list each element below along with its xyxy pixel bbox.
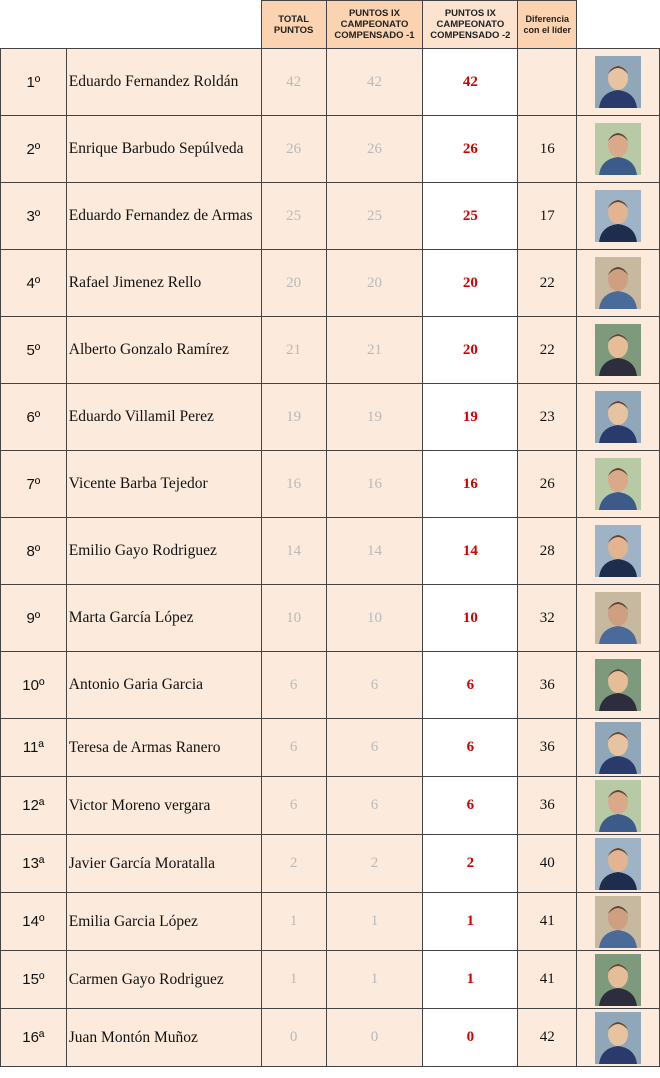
compensated-1-points: 21 <box>326 317 423 384</box>
compensated-1-points: 2 <box>326 835 423 893</box>
diff-leader <box>518 49 577 116</box>
table-row <box>1 585 660 652</box>
person-photo-icon <box>595 56 641 108</box>
diff-leader: 28 <box>518 518 577 585</box>
header-total-points: TOTAL PUNTOS <box>261 1 326 49</box>
header-compensated-1: PUNTOS IX CAMPEONATO COMPENSADO -1 <box>326 1 423 49</box>
compensated-2-points: 6 <box>423 777 518 835</box>
diff-leader: 23 <box>518 384 577 451</box>
diff-leader: 26 <box>518 451 577 518</box>
photo-cell <box>577 1009 660 1067</box>
table-row <box>1 652 660 719</box>
rank-cell: 7º <box>1 451 67 518</box>
avatar <box>595 190 641 242</box>
photo-cell <box>577 835 660 893</box>
compensated-1-points: 14 <box>326 518 423 585</box>
rank-cell: 13ª <box>1 835 67 893</box>
total-points: 0 <box>261 1009 326 1067</box>
total-points: 6 <box>261 777 326 835</box>
diff-leader: 42 <box>518 1009 577 1067</box>
avatar <box>595 659 641 711</box>
header-blank <box>1 1 67 49</box>
table-row <box>1 1009 660 1067</box>
diff-leader: 36 <box>518 777 577 835</box>
compensated-2-points: 42 <box>423 49 518 116</box>
compensated-2-points: 6 <box>423 652 518 719</box>
person-photo-icon <box>595 896 641 948</box>
rank-cell: 16ª <box>1 1009 67 1067</box>
table-row <box>1 719 660 777</box>
avatar <box>595 896 641 948</box>
rank-cell: 11ª <box>1 719 67 777</box>
table-row <box>1 317 660 384</box>
avatar <box>595 123 641 175</box>
player-name: Eduardo Fernandez de Armas <box>66 183 261 250</box>
player-name: Alberto Gonzalo Ramírez <box>66 317 261 384</box>
rank-cell: 6º <box>1 384 67 451</box>
photo-cell <box>577 518 660 585</box>
person-photo-icon <box>595 391 641 443</box>
compensated-2-points: 10 <box>423 585 518 652</box>
compensated-2-points: 20 <box>423 317 518 384</box>
table-row <box>1 116 660 183</box>
compensated-2-points: 16 <box>423 451 518 518</box>
person-photo-icon <box>595 722 641 774</box>
avatar <box>595 525 641 577</box>
rank-cell: 14º <box>1 893 67 951</box>
person-photo-icon <box>595 954 641 1006</box>
table-row <box>1 451 660 518</box>
compensated-1-points: 16 <box>326 451 423 518</box>
compensated-1-points: 42 <box>326 49 423 116</box>
header-diff-leader: Diferencia con el líder <box>518 1 577 49</box>
compensated-1-points: 0 <box>326 1009 423 1067</box>
photo-cell <box>577 317 660 384</box>
person-photo-icon <box>595 838 641 890</box>
rank-cell: 5º <box>1 317 67 384</box>
diff-leader: 22 <box>518 250 577 317</box>
total-points: 16 <box>261 451 326 518</box>
player-name: Emilio Gayo Rodriguez <box>66 518 261 585</box>
avatar <box>595 56 641 108</box>
compensated-1-points: 6 <box>326 652 423 719</box>
total-points: 6 <box>261 652 326 719</box>
diff-leader: 36 <box>518 719 577 777</box>
table-row <box>1 951 660 1009</box>
person-photo-icon <box>595 592 641 644</box>
table-row <box>1 49 660 116</box>
compensated-1-points: 1 <box>326 951 423 1009</box>
diff-leader: 22 <box>518 317 577 384</box>
avatar <box>595 257 641 309</box>
total-points: 1 <box>261 951 326 1009</box>
player-name: Eduardo Fernandez Roldán <box>66 49 261 116</box>
compensated-1-points: 6 <box>326 719 423 777</box>
person-photo-icon <box>595 525 641 577</box>
total-points: 14 <box>261 518 326 585</box>
player-name: Marta García López <box>66 585 261 652</box>
header-row <box>1 1 660 49</box>
avatar <box>595 780 641 832</box>
person-photo-icon <box>595 123 641 175</box>
rank-cell: 8º <box>1 518 67 585</box>
player-name: Enrique Barbudo Sepúlveda <box>66 116 261 183</box>
total-points: 10 <box>261 585 326 652</box>
photo-cell <box>577 719 660 777</box>
player-name: Javier García Moratalla <box>66 835 261 893</box>
compensated-1-points: 19 <box>326 384 423 451</box>
avatar <box>595 592 641 644</box>
total-points: 2 <box>261 835 326 893</box>
photo-cell <box>577 183 660 250</box>
diff-leader: 17 <box>518 183 577 250</box>
diff-leader: 41 <box>518 951 577 1009</box>
avatar <box>595 458 641 510</box>
person-photo-icon <box>595 780 641 832</box>
table-row <box>1 893 660 951</box>
player-name: Vicente Barba Tejedor <box>66 451 261 518</box>
photo-cell <box>577 951 660 1009</box>
table-row <box>1 777 660 835</box>
player-name: Teresa de Armas Ranero <box>66 719 261 777</box>
table-row <box>1 835 660 893</box>
player-name: Antonio Garia Garcia <box>66 652 261 719</box>
rank-cell: 3º <box>1 183 67 250</box>
total-points: 19 <box>261 384 326 451</box>
compensated-1-points: 6 <box>326 777 423 835</box>
total-points: 26 <box>261 116 326 183</box>
person-photo-icon <box>595 659 641 711</box>
rank-cell: 9º <box>1 585 67 652</box>
rank-cell: 12ª <box>1 777 67 835</box>
player-name: Emilia Garcia López <box>66 893 261 951</box>
compensated-1-points: 26 <box>326 116 423 183</box>
player-name: Rafael Jimenez Rello <box>66 250 261 317</box>
person-photo-icon <box>595 458 641 510</box>
compensated-1-points: 25 <box>326 183 423 250</box>
avatar <box>595 324 641 376</box>
compensated-2-points: 0 <box>423 1009 518 1067</box>
total-points: 6 <box>261 719 326 777</box>
avatar <box>595 954 641 1006</box>
total-points: 1 <box>261 893 326 951</box>
diff-leader: 41 <box>518 893 577 951</box>
avatar <box>595 838 641 890</box>
compensated-2-points: 6 <box>423 719 518 777</box>
person-photo-icon <box>595 1012 641 1064</box>
table-row <box>1 384 660 451</box>
photo-cell <box>577 49 660 116</box>
total-points: 25 <box>261 183 326 250</box>
avatar <box>595 1012 641 1064</box>
compensated-2-points: 25 <box>423 183 518 250</box>
photo-cell <box>577 451 660 518</box>
total-points: 20 <box>261 250 326 317</box>
rank-cell: 10º <box>1 652 67 719</box>
player-name: Carmen Gayo Rodriguez <box>66 951 261 1009</box>
photo-cell <box>577 652 660 719</box>
photo-cell <box>577 384 660 451</box>
rank-cell: 2º <box>1 116 67 183</box>
compensated-2-points: 26 <box>423 116 518 183</box>
table-row <box>1 250 660 317</box>
photo-cell <box>577 893 660 951</box>
photo-cell <box>577 585 660 652</box>
rank-cell: 15º <box>1 951 67 1009</box>
player-name: Victor Moreno vergara <box>66 777 261 835</box>
player-name: Eduardo Villamil Perez <box>66 384 261 451</box>
compensated-2-points: 1 <box>423 951 518 1009</box>
table-row <box>1 518 660 585</box>
header-blank <box>66 1 261 49</box>
header-blank <box>577 1 660 49</box>
compensated-2-points: 1 <box>423 893 518 951</box>
compensated-1-points: 1 <box>326 893 423 951</box>
photo-cell <box>577 777 660 835</box>
diff-leader: 32 <box>518 585 577 652</box>
photo-cell <box>577 116 660 183</box>
player-name: Juan Montón Muñoz <box>66 1009 261 1067</box>
total-points: 42 <box>261 49 326 116</box>
person-photo-icon <box>595 190 641 242</box>
rank-cell: 1º <box>1 49 67 116</box>
photo-cell <box>577 250 660 317</box>
avatar <box>595 722 641 774</box>
rank-cell: 4º <box>1 250 67 317</box>
person-photo-icon <box>595 257 641 309</box>
compensated-2-points: 14 <box>423 518 518 585</box>
diff-leader: 40 <box>518 835 577 893</box>
compensated-2-points: 19 <box>423 384 518 451</box>
diff-leader: 36 <box>518 652 577 719</box>
compensated-2-points: 2 <box>423 835 518 893</box>
person-photo-icon <box>595 324 641 376</box>
diff-leader: 16 <box>518 116 577 183</box>
compensated-2-points: 20 <box>423 250 518 317</box>
avatar <box>595 391 641 443</box>
total-points: 21 <box>261 317 326 384</box>
compensated-1-points: 10 <box>326 585 423 652</box>
header-compensated-2: PUNTOS IX CAMPEONATO COMPENSADO -2 <box>423 1 518 49</box>
compensated-1-points: 20 <box>326 250 423 317</box>
table-row <box>1 183 660 250</box>
